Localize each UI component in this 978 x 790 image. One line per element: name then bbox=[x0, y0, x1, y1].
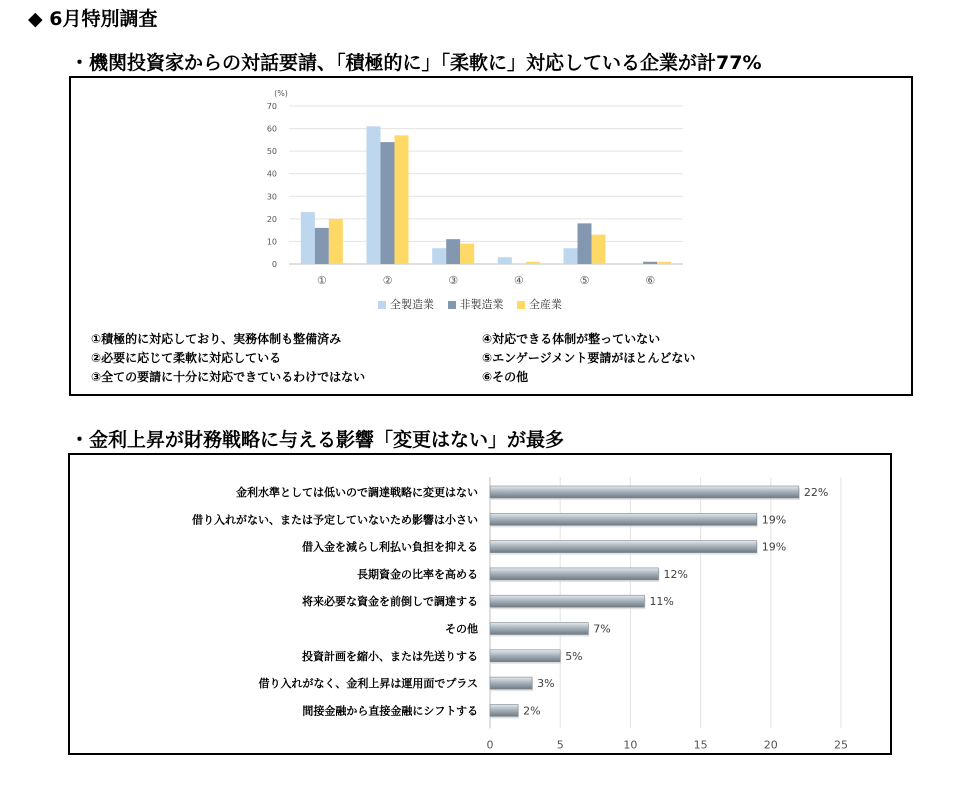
bar-2-1 bbox=[315, 228, 329, 264]
legend-label-2: 非製造業 bbox=[459, 298, 504, 311]
x-tick-label: ③ bbox=[448, 274, 459, 287]
section1-title: ・機関投資家からの対話要請、「積極的に」「柔軟に」対応している企業が計77% bbox=[70, 52, 762, 74]
section2-title: ・金利上昇が財務戦略に与える影響「変更はない」が最多 bbox=[70, 429, 565, 451]
bar-3-1 bbox=[329, 219, 343, 264]
bar-8 bbox=[490, 677, 532, 689]
notes-right bbox=[482, 330, 695, 387]
x-tick-label: ① bbox=[316, 274, 327, 287]
y-tick-label: 40 bbox=[266, 169, 277, 179]
x-tick-label: ② bbox=[382, 274, 393, 287]
bar-2-5 bbox=[578, 223, 592, 264]
note-1: ①積極的に対応しており、実務体制も整備済み bbox=[91, 332, 342, 346]
y-tick-label: 70 bbox=[266, 102, 277, 111]
category-label-1: 金利水準としては低いので調達戦略に変更はない bbox=[236, 486, 478, 499]
category-label-4: 長期資金の比率を高める bbox=[357, 567, 478, 581]
bar-3-4 bbox=[526, 262, 540, 264]
bar-1-1 bbox=[301, 212, 315, 264]
note-4: ④対応できる体制が整っていない bbox=[482, 332, 661, 346]
category-label-7: 投資計画を縮小、または先送りする bbox=[302, 649, 478, 663]
bar-1-4 bbox=[498, 257, 512, 264]
x-tick-label: 25 bbox=[834, 738, 848, 752]
chart1-legend bbox=[378, 296, 572, 312]
legend-label-1: 全製造業 bbox=[390, 298, 434, 311]
value-label-5: 11% bbox=[649, 595, 674, 609]
chart2-frame bbox=[68, 453, 892, 755]
bar-9 bbox=[490, 704, 518, 716]
y-unit-label: (%) bbox=[274, 89, 288, 98]
interest-rate-impact-chart bbox=[70, 455, 890, 753]
legend-item-1 bbox=[378, 298, 434, 311]
value-label-3: 19% bbox=[761, 540, 787, 554]
x-tick-label: 10 bbox=[623, 738, 638, 752]
bar-3-5 bbox=[592, 235, 606, 264]
bar-1-3 bbox=[432, 248, 446, 264]
bar-5 bbox=[490, 595, 644, 607]
value-label-2: 19% bbox=[761, 513, 787, 527]
notes-left bbox=[91, 330, 365, 387]
value-label-8: 3% bbox=[537, 677, 555, 691]
bar-3 bbox=[490, 541, 757, 553]
bar-1-2 bbox=[367, 126, 381, 264]
legend-swatch-2 bbox=[448, 301, 456, 309]
note-6: ⑥その他 bbox=[482, 370, 529, 384]
note-5: ⑤エンゲージメント要請がほとんどない bbox=[482, 351, 696, 365]
bar-4 bbox=[490, 568, 658, 580]
y-tick-label: 20 bbox=[266, 214, 277, 224]
x-tick-label: 0 bbox=[486, 738, 494, 752]
category-label-3: 借入金を減らし利払い負担を抑える bbox=[302, 540, 478, 554]
bar-1-5 bbox=[564, 248, 578, 264]
value-label-1: 22% bbox=[803, 486, 829, 499]
value-label-7: 5% bbox=[565, 649, 583, 663]
bar-6 bbox=[490, 623, 588, 635]
y-tick-label: 50 bbox=[266, 147, 277, 157]
bar-3-6 bbox=[657, 262, 671, 264]
legend-item-2 bbox=[448, 298, 504, 311]
x-tick-label: 15 bbox=[693, 738, 708, 752]
note-2: ②必要に応じて柔軟に対応している bbox=[91, 351, 282, 365]
x-tick-label: 20 bbox=[763, 738, 778, 752]
category-label-6: その他 bbox=[445, 622, 478, 636]
y-tick-label: 10 bbox=[266, 237, 277, 247]
legend-swatch-1 bbox=[378, 301, 386, 309]
category-label-2: 借り入れがない、または予定していないため影響は小さい bbox=[192, 513, 478, 527]
bar-3-2 bbox=[395, 135, 409, 264]
bar-2-3 bbox=[446, 239, 460, 264]
legend-item-3 bbox=[517, 298, 562, 311]
bar-2 bbox=[490, 513, 757, 525]
y-tick-label: 0 bbox=[271, 260, 277, 269]
x-tick-label: ⑥ bbox=[645, 274, 656, 287]
category-label-8: 借り入れがなく、金利上昇は運用面でプラス bbox=[258, 677, 478, 691]
value-label-6: 7% bbox=[593, 622, 611, 636]
bar-2-2 bbox=[381, 142, 395, 264]
value-label-9: 2% bbox=[523, 704, 541, 718]
y-tick-label: 60 bbox=[266, 124, 277, 134]
y-tick-label: 30 bbox=[266, 192, 277, 202]
engagement-bar-chart bbox=[71, 78, 911, 298]
category-label-5: 将来必要な資金を前倒しで調達する bbox=[302, 595, 478, 609]
bar-2-6 bbox=[643, 262, 657, 264]
bar-3-3 bbox=[460, 244, 474, 264]
x-tick-label: 5 bbox=[556, 738, 564, 752]
bar-7 bbox=[490, 650, 560, 662]
page-heading: ◆ 6月特別調査 bbox=[28, 8, 158, 30]
category-label-9: 間接金融から直接金融にシフトする bbox=[302, 704, 478, 718]
x-tick-label: ④ bbox=[513, 274, 524, 287]
x-tick-label: ⑤ bbox=[579, 274, 590, 287]
bar-1 bbox=[490, 486, 799, 498]
note-3: ③全ての要請に十分に対応できているわけではない bbox=[91, 370, 366, 384]
legend-label-3: 全産業 bbox=[529, 298, 562, 311]
chart1-frame bbox=[69, 76, 913, 396]
legend-swatch-3 bbox=[517, 301, 525, 309]
value-label-4: 12% bbox=[663, 567, 688, 581]
